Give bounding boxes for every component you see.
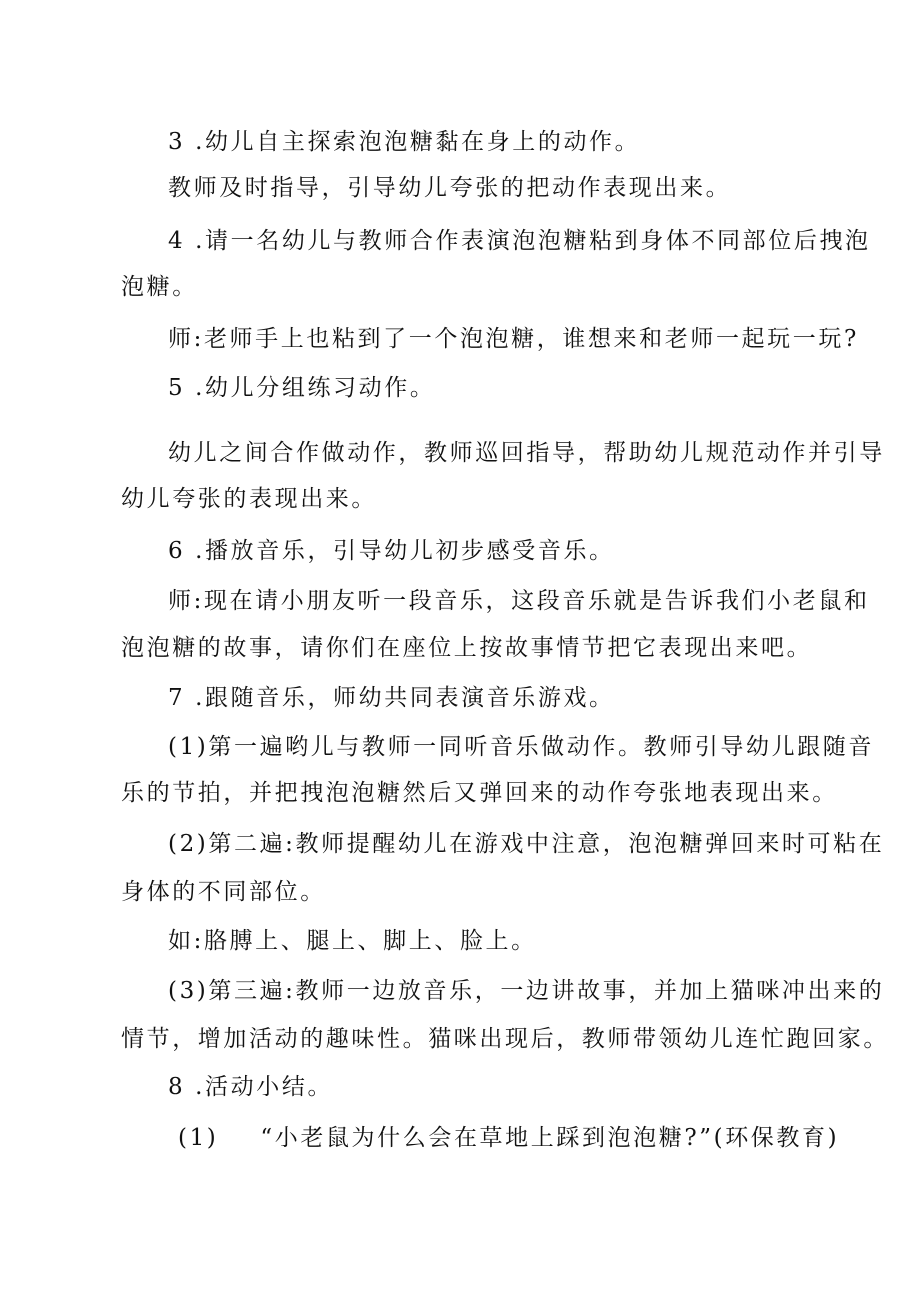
first-round-line-1: (1)第一遍哟儿与教师一同听音乐做动作。教师引导幼儿跟随音 [168, 734, 874, 760]
third-round-line-2: 情节，增加活动的趣味性。猫咪出现后，教师带领幼儿连忙跑回家。 [121, 1026, 889, 1052]
summary-item-text: “小老鼠为什么会在草地上踩到泡泡糖?”(环保教育) [260, 1125, 840, 1151]
step-4-line-2: 泡糖。 [121, 274, 198, 300]
body-parts-example: 如:胳膊上、腿上、脚上、脸上。 [168, 928, 537, 954]
step-7-heading: 7 .跟随音乐，师幼共同表演音乐游戏。 [168, 685, 615, 711]
paragraph-group-practice-line-2: 幼儿夸张的表现出来。 [121, 486, 377, 512]
summary-item-number: (1) [178, 1125, 219, 1151]
step-6-heading: 6 .播放音乐，引导幼儿初步感受音乐。 [168, 538, 615, 564]
step-4-line-1: 4 .请一名幼儿与教师合作表演泡泡糖粘到身体不同部位后拽泡 [168, 228, 871, 254]
step-8-heading: 8 .活动小结。 [168, 1074, 334, 1100]
step-5-heading: 5 .幼儿分组练习动作。 [168, 375, 436, 401]
teacher-quote-1: 师:老师手上也粘到了一个泡泡糖，谁想来和老师一起玩一玩? [168, 326, 859, 352]
paragraph-teacher-guidance: 教师及时指导，引导幼儿夸张的把动作表现出来。 [168, 175, 732, 201]
teacher-quote-2-line-1: 师:现在请小朋友听一段音乐，这段音乐就是告诉我们小老鼠和 [168, 588, 870, 614]
second-round-line-2: 身体的不同部位。 [121, 879, 326, 905]
third-round-line-1: (3)第三遍:教师一边放音乐，一边讲故事，并加上猫咪冲出来的 [168, 978, 885, 1004]
summary-item-1 [178, 1123, 839, 1153]
step-3-heading: 3 .幼儿自主探索泡泡糖黏在身上的动作。 [168, 129, 641, 155]
first-round-line-2: 乐的节拍，并把拽泡泡糖然后又弹回来的动作夸张地表现出来。 [121, 780, 838, 806]
paragraph-group-practice-line-1: 幼儿之间合作做动作，教师巡回指导，帮助幼儿规范动作并引导 [168, 440, 885, 466]
teacher-quote-2-line-2: 泡泡糖的故事，请你们在座位上按故事情节把它表现出来吧。 [121, 635, 813, 661]
second-round-line-1: (2)第二遍:教师提醒幼儿在游戏中注意，泡泡糖弹回来时可粘在 [168, 831, 885, 857]
